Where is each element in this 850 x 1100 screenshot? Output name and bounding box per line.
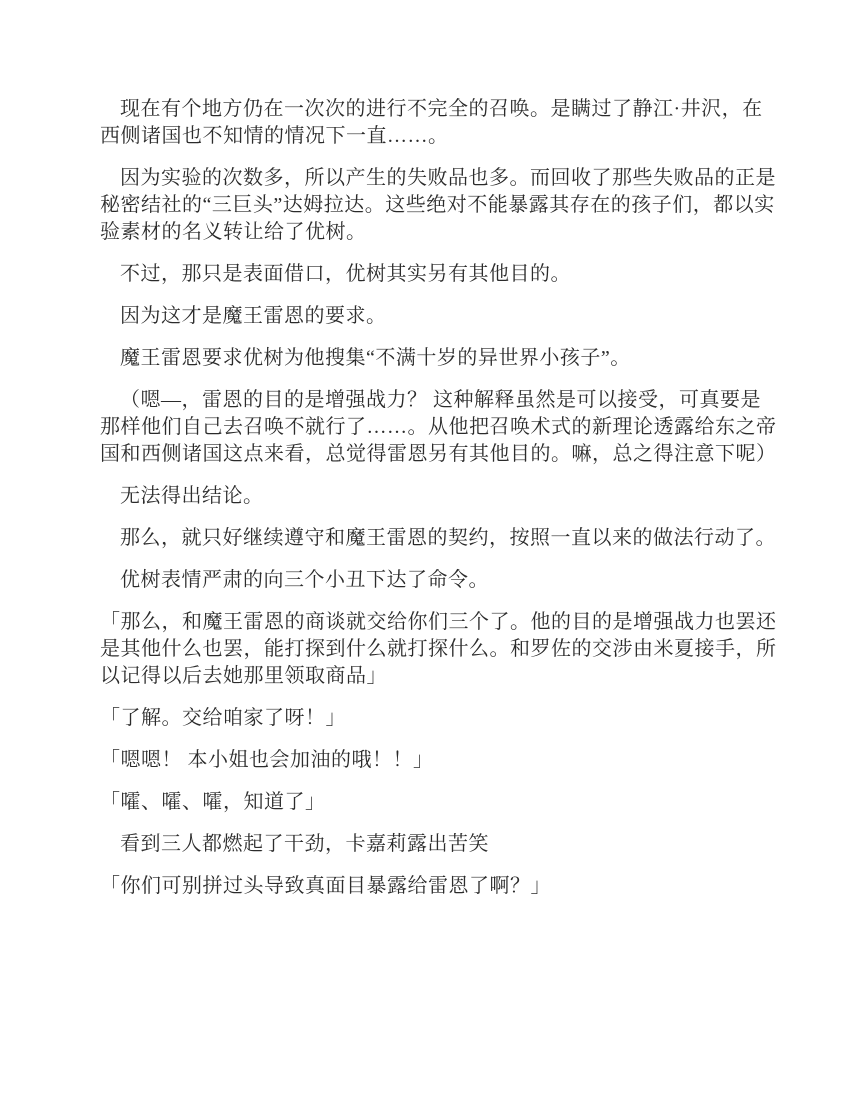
paragraph-narration: 那么，就只好继续遵守和魔王雷恩的契约，按照一直以来的做法行动了。 <box>120 527 776 549</box>
paragraph-dialogue: 「了解。交给咱家了呀！」 <box>100 707 346 729</box>
page-content <box>100 96 777 900</box>
paragraph-narration: 无法得出结论。 <box>120 485 264 507</box>
paragraph-narration: 不过，那只是表面借口，优树其实另有其他目的。 <box>120 263 571 285</box>
paragraph-dialogue: 「那么，和魔王雷恩的商谈就交给你们三个了。他的目的是增强战力也罢还是其他什么也罢，能打探到什么就打探什么。和罗佐的交涉由米夏接手，所以记得以后去她那里领取商品」 <box>100 611 777 687</box>
paragraph-thought: （嗯—，雷恩的目的是增强战力？ 这种解释虽然是可以接受，可真要是那样他们自己去召唤不就行了……。从他把召唤术式的新理论透露给东之帝国和西侧诸国这点来看，总觉得雷恩另有其他目的。嘛，总之得注意下呢） <box>100 389 777 465</box>
paragraph-dialogue: 「你们可别拼过头导致真面目暴露给雷恩了啊？」 <box>100 875 551 897</box>
paragraph-narration: 因为这才是魔王雷恩的要求。 <box>120 305 387 327</box>
paragraph-narration: 优树表情严肃的向三个小丑下达了命令。 <box>120 569 489 591</box>
paragraph-dialogue: 「嗯嗯！ 本小姐也会加油的哦！！」 <box>100 749 434 771</box>
paragraph-narration: 现在有个地方仍在一次次的进行不完全的召唤。是瞒过了静江·井沢，在西侧诸国也不知情的情况下一直……。 <box>100 98 763 147</box>
paragraph-narration: 看到三人都燃起了干劲，卡嘉莉露出苦笑 <box>120 833 489 855</box>
paragraph-dialogue: 「嚯、嚯、嚯，知道了」 <box>100 791 326 813</box>
paragraph-narration: 魔王雷恩要求优树为他搜集“不满十岁的异世界小孩子”。 <box>120 347 631 369</box>
paragraph-narration: 因为实验的次数多，所以产生的失败品也多。而回收了那些失败品的正是秘密结社的“三巨头”达姆拉达。这些绝对不能暴露其存在的孩子们，都以实验素材的名义转让给了优树。 <box>100 167 776 243</box>
